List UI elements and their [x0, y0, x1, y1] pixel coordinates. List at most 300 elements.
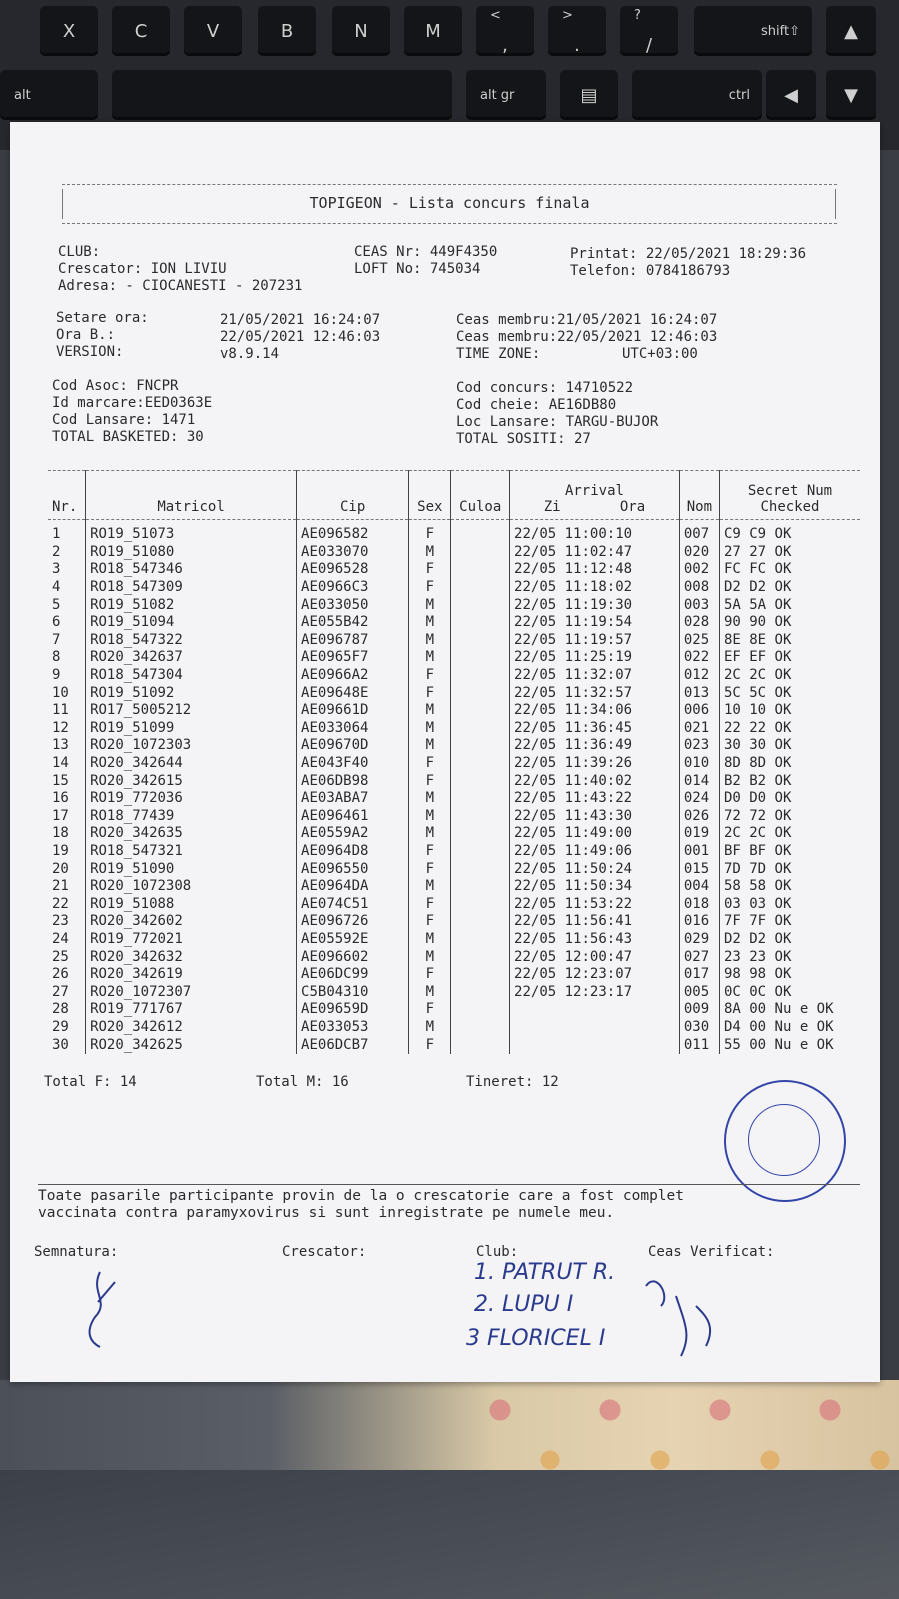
cell-arrival: 22/05 11:56:41 [510, 913, 680, 931]
cell-nom: 017 [679, 966, 719, 984]
cell-cip: AE0966A2 [297, 667, 409, 685]
cell-nr: 10 [52, 684, 69, 701]
cell-arrival: 22/05 11:49:00 [510, 825, 680, 843]
cell-nom: 006 [679, 702, 719, 720]
cell-cip: AE06DC99 [297, 966, 409, 984]
cell-secret: 0C 0C OK [719, 983, 860, 1001]
table-row [48, 966, 860, 984]
cell-sex: M [409, 544, 451, 562]
ora-b-label: Ora B.: [56, 327, 116, 343]
table-row [48, 702, 860, 720]
cell-culoa [451, 790, 510, 808]
crescator: Crescator: ION LIVIU [58, 261, 227, 277]
cell-arrival: 22/05 11:43:22 [510, 790, 680, 808]
cell-arrival: 22/05 11:43:30 [510, 808, 680, 826]
cell-culoa [451, 720, 510, 738]
cell-secret: 72 72 OK [719, 808, 860, 826]
setare-ora-value: 21/05/2021 16:24:07 [220, 312, 381, 328]
handwritten-signature-1: 1. PATRUT R. [474, 1260, 616, 1285]
cell-nom: 014 [679, 772, 719, 790]
race-list-document [10, 122, 880, 1382]
table-row [48, 720, 860, 738]
table-row [48, 948, 860, 966]
cell-sex: M [409, 931, 451, 949]
table-row [48, 667, 860, 685]
cell-sex: M [409, 948, 451, 966]
stamp-dove-icon [748, 1104, 820, 1176]
cell-sex: M [409, 702, 451, 720]
table-row [48, 632, 860, 650]
cell-secret: 5C 5C OK [719, 684, 860, 702]
cell-sex: M [409, 737, 451, 755]
cell-secret: 55 00 Nu e OK [719, 1036, 860, 1054]
cell-sex: F [409, 520, 451, 544]
handwritten-signature-3: 3 FLORICEL I [466, 1326, 606, 1351]
cell-cip: AE03ABA7 [297, 790, 409, 808]
col-sex: Sex [409, 471, 451, 520]
key-slash: / [645, 34, 653, 56]
time-zone-label: TIME ZONE: [456, 346, 541, 362]
jeans-background [0, 1470, 899, 1599]
cell-secret: 2C 2C OK [719, 667, 860, 685]
cod-lansare: Cod Lansare: 1471 [52, 412, 196, 428]
cell-sex: M [409, 808, 451, 826]
cell-nom: 020 [679, 544, 719, 562]
cell-matricol: RO18_77439 [86, 808, 297, 826]
cell-cip: AE096602 [297, 948, 409, 966]
cell-secret: 90 90 OK [719, 614, 860, 632]
cell-secret: 8A 00 Nu e OK [719, 1001, 860, 1019]
cell-nr: 6 [52, 614, 61, 631]
cell-nom: 002 [679, 561, 719, 579]
cell-arrival: 22/05 11:49:06 [510, 843, 680, 861]
cell-nr: 19 [52, 842, 69, 859]
cell-nr: 13 [52, 737, 69, 754]
cell-culoa [451, 561, 510, 579]
table-row [48, 684, 860, 702]
table-row [48, 544, 860, 562]
cell-sex: F [409, 895, 451, 913]
cell-nr: 22 [52, 895, 69, 912]
cell-nr: 17 [52, 807, 69, 824]
total-basketed: TOTAL BASKETED: 30 [52, 429, 204, 445]
cell-nom: 012 [679, 667, 719, 685]
cell-cip: AE033064 [297, 720, 409, 738]
cell-cip: AE0559A2 [297, 825, 409, 843]
cell-matricol: RO20_342615 [86, 772, 297, 790]
cell-sex: M [409, 1019, 451, 1037]
cell-sex: M [409, 790, 451, 808]
cell-secret: 5A 5A OK [719, 596, 860, 614]
cell-arrival: 22/05 12:00:47 [510, 948, 680, 966]
cell-nom: 029 [679, 931, 719, 949]
version-label: VERSION: [56, 344, 124, 360]
cell-matricol: RO19_772021 [86, 931, 297, 949]
cell-nom: 004 [679, 878, 719, 896]
cell-nom: 023 [679, 737, 719, 755]
cell-matricol: RO18_547346 [86, 561, 297, 579]
cell-cip: AE09659D [297, 1001, 409, 1019]
cell-sex: F [409, 667, 451, 685]
cell-secret: D4 00 Nu e OK [719, 1019, 860, 1037]
cell-arrival: 22/05 12:23:07 [510, 966, 680, 984]
key-x: X [40, 6, 98, 56]
cell-sex: M [409, 720, 451, 738]
cod-concurs: Cod concurs: 14710522 [456, 380, 634, 396]
cell-arrival: 22/05 11:18:02 [510, 579, 680, 597]
ora-label: Ora [619, 499, 646, 515]
cell-nom: 018 [679, 895, 719, 913]
table-row [48, 596, 860, 614]
cell-culoa [451, 983, 510, 1001]
telefon: Telefon: 0784186793 [570, 263, 731, 279]
cell-nom: 001 [679, 843, 719, 861]
cell-nr: 5 [52, 596, 61, 613]
cell-cip: AE06DCB7 [297, 1036, 409, 1054]
ceas-nr: CEAS Nr: 449F4350 [354, 244, 498, 260]
table-row [48, 649, 860, 667]
cell-nr: 14 [52, 755, 69, 772]
ceas-verificat-label: Ceas Verificat: [648, 1244, 775, 1260]
title-box [62, 184, 837, 224]
table-row [48, 931, 860, 949]
cell-cip: AE033053 [297, 1019, 409, 1037]
cell-cip: AE09661D [297, 702, 409, 720]
club-label: CLUB: [58, 244, 101, 260]
cell-culoa [451, 579, 510, 597]
cell-sex: F [409, 684, 451, 702]
cell-secret: D2 D2 OK [719, 931, 860, 949]
cell-culoa [451, 684, 510, 702]
cell-cip: AE074C51 [297, 895, 409, 913]
cell-secret: 22 22 OK [719, 720, 860, 738]
cell-nr: 12 [52, 719, 69, 736]
cell-arrival: 22/05 11:50:34 [510, 878, 680, 896]
cell-culoa [451, 1036, 510, 1054]
cell-cip: AE043F40 [297, 755, 409, 773]
cell-culoa [451, 649, 510, 667]
cod-asoc: Cod Asoc: FNCPR [52, 378, 179, 394]
cell-matricol: RO20_342644 [86, 755, 297, 773]
cell-sex: M [409, 649, 451, 667]
cell-culoa [451, 860, 510, 878]
club-sign-label: Club: [476, 1244, 519, 1260]
key-b: B [258, 6, 316, 56]
cell-arrival: 22/05 11:00:10 [510, 520, 680, 544]
cell-nr: 23 [52, 913, 69, 930]
cell-culoa [451, 596, 510, 614]
cell-nom: 007 [679, 520, 719, 544]
cell-culoa [451, 843, 510, 861]
cell-arrival: 22/05 11:32:07 [510, 667, 680, 685]
cell-cip: AE09648E [297, 684, 409, 702]
cell-sex: F [409, 1001, 451, 1019]
cell-sex: F [409, 1036, 451, 1054]
cell-cip: C5B04310 [297, 983, 409, 1001]
cell-sex: M [409, 983, 451, 1001]
table-header-row [48, 471, 860, 520]
cell-secret: 27 27 OK [719, 544, 860, 562]
cell-arrival: 22/05 12:23:17 [510, 983, 680, 1001]
cell-culoa [451, 520, 510, 544]
key-v: V [184, 6, 242, 56]
cell-nom: 011 [679, 1036, 719, 1054]
cell-secret: D2 D2 OK [719, 579, 860, 597]
handwritten-signature-2: 2. LUPU I [474, 1292, 574, 1317]
cell-secret: 7F 7F OK [719, 913, 860, 931]
cell-arrival: 22/05 11:19:54 [510, 614, 680, 632]
cell-nr: 8 [52, 649, 61, 666]
cell-sex: M [409, 878, 451, 896]
cell-culoa [451, 895, 510, 913]
cell-cip: AE096528 [297, 561, 409, 579]
table-row [48, 878, 860, 896]
cell-matricol: RO20_1072303 [86, 737, 297, 755]
key-ctrl: ctrl [632, 70, 762, 120]
col-nr: Nr. [48, 471, 86, 520]
cell-matricol: RO20_1072307 [86, 983, 297, 1001]
key-down-arrow-icon: ▼ [826, 70, 876, 120]
cell-culoa [451, 825, 510, 843]
cell-arrival: 22/05 11:50:24 [510, 860, 680, 878]
declaration-line1: Toate pasarile participante provin de la o crescatorie care a fost complet [38, 1188, 685, 1204]
cell-arrival: 22/05 11:34:06 [510, 702, 680, 720]
cell-secret: D0 D0 OK [719, 790, 860, 808]
cell-culoa [451, 931, 510, 949]
cell-matricol: RO20_342602 [86, 913, 297, 931]
cell-nom: 028 [679, 614, 719, 632]
cell-cip: AE096726 [297, 913, 409, 931]
cell-matricol: RO19_772036 [86, 790, 297, 808]
cell-nom: 016 [679, 913, 719, 931]
key-alt-gr: alt gr [466, 70, 546, 120]
table-row [48, 755, 860, 773]
table-row [48, 772, 860, 790]
cell-culoa [451, 808, 510, 826]
cell-secret: BF BF OK [719, 843, 860, 861]
cell-nr: 11 [52, 702, 69, 719]
cell-nom: 003 [679, 596, 719, 614]
key-less: < [476, 6, 534, 56]
table-row [48, 1001, 860, 1019]
cell-nr: 9 [52, 667, 61, 684]
cell-matricol: RO19_51090 [86, 860, 297, 878]
cell-nom: 005 [679, 983, 719, 1001]
cell-sex: F [409, 579, 451, 597]
cell-culoa [451, 878, 510, 896]
key-greater: > [548, 6, 606, 56]
key-m: M [404, 6, 462, 56]
cell-sex: F [409, 755, 451, 773]
checked-label: Checked [760, 499, 820, 515]
table-row [48, 825, 860, 843]
setare-ora-label: Setare ora: [56, 310, 149, 326]
cell-arrival [510, 1019, 680, 1037]
cell-arrival: 22/05 11:56:43 [510, 931, 680, 949]
cell-nr: 1 [52, 526, 61, 543]
total-sositi: TOTAL SOSITI: 27 [456, 431, 591, 447]
cell-sex: F [409, 561, 451, 579]
table-row [48, 860, 860, 878]
cell-matricol: RO19_51088 [86, 895, 297, 913]
adresa: Adresa: - CIOCANESTI - 207231 [58, 278, 303, 294]
table-row [48, 790, 860, 808]
table-row [48, 561, 860, 579]
printat: Printat: 22/05/2021 18:29:36 [570, 246, 807, 262]
cell-culoa [451, 772, 510, 790]
cell-nom: 013 [679, 684, 719, 702]
cell-arrival: 22/05 11:36:45 [510, 720, 680, 738]
cell-matricol: RO19_51099 [86, 720, 297, 738]
cell-cip: AE0966C3 [297, 579, 409, 597]
cell-cip: AE09670D [297, 737, 409, 755]
total-m: Total M: 16 [256, 1074, 349, 1090]
cell-secret: 8E 8E OK [719, 632, 860, 650]
cell-culoa [451, 966, 510, 984]
cell-secret: B2 B2 OK [719, 772, 860, 790]
col-cip: Cip [297, 471, 409, 520]
cell-arrival: 22/05 11:19:57 [510, 632, 680, 650]
cell-nr: 3 [52, 561, 61, 578]
cell-cip: AE05592E [297, 931, 409, 949]
cell-arrival: 22/05 11:12:48 [510, 561, 680, 579]
secret-num-label: Secret Num [747, 483, 833, 499]
results-table [48, 470, 860, 1054]
cell-culoa [451, 1019, 510, 1037]
cell-sex: M [409, 596, 451, 614]
table-row [48, 895, 860, 913]
cell-matricol: RO19_51073 [86, 520, 297, 544]
cell-nr: 4 [52, 579, 61, 596]
table-row [48, 579, 860, 597]
cell-nr: 7 [52, 631, 61, 648]
loc-lansare: Loc Lansare: TARGU-BUJOR [456, 414, 659, 430]
cell-culoa [451, 702, 510, 720]
footer-divider [38, 1184, 860, 1185]
key-up-arrow-icon: ▲ [826, 6, 876, 56]
cell-matricol: RO20_342625 [86, 1036, 297, 1054]
id-marcare: Id marcare:EED0363E [52, 395, 213, 411]
cell-cip: AE096582 [297, 520, 409, 544]
cell-secret: 8D 8D OK [719, 755, 860, 773]
key-n: N [332, 6, 390, 56]
cell-cip: AE0964DA [297, 878, 409, 896]
cell-nom: 026 [679, 808, 719, 826]
cell-culoa [451, 632, 510, 650]
semnatura-label: Semnatura: [34, 1244, 119, 1260]
cell-matricol: RO19_771767 [86, 1001, 297, 1019]
cell-matricol: RO20_342612 [86, 1019, 297, 1037]
cell-nr: 27 [52, 983, 69, 1000]
key-menu-icon: ▤ [560, 70, 618, 120]
cell-cip: AE096461 [297, 808, 409, 826]
cell-sex: F [409, 772, 451, 790]
cell-secret: 7D 7D OK [719, 860, 860, 878]
cell-nom: 027 [679, 948, 719, 966]
cell-cip: AE06DB98 [297, 772, 409, 790]
cell-arrival: 22/05 11:39:26 [510, 755, 680, 773]
table-row [48, 1019, 860, 1037]
table-row [48, 737, 860, 755]
loft-no: LOFT No: 745034 [354, 261, 481, 277]
cell-culoa [451, 614, 510, 632]
cell-sex: F [409, 966, 451, 984]
cell-nom: 024 [679, 790, 719, 808]
cell-nom: 015 [679, 860, 719, 878]
cell-matricol: RO19_51094 [86, 614, 297, 632]
cell-cip: AE0964D8 [297, 843, 409, 861]
cell-matricol: RO18_547304 [86, 667, 297, 685]
zi-label: Zi [543, 499, 561, 515]
cell-nr: 24 [52, 930, 69, 947]
cell-nr: 26 [52, 966, 69, 983]
cell-matricol: RO19_51082 [86, 596, 297, 614]
cell-arrival: 22/05 11:25:19 [510, 649, 680, 667]
key-left-arrow-icon: ◀ [766, 70, 816, 120]
cell-arrival [510, 1036, 680, 1054]
table-row [48, 520, 860, 544]
cell-culoa [451, 1001, 510, 1019]
cell-matricol: RO19_51092 [86, 684, 297, 702]
cell-secret: C9 C9 OK [719, 520, 860, 544]
cell-matricol: RO18_547309 [86, 579, 297, 597]
cell-nom: 022 [679, 649, 719, 667]
cell-matricol: RO17_5005212 [86, 702, 297, 720]
signature-scribble-icon [70, 1262, 140, 1352]
cell-cip: AE096787 [297, 632, 409, 650]
col-nom: Nom [679, 471, 719, 520]
cell-secret: FC FC OK [719, 561, 860, 579]
cell-secret: 10 10 OK [719, 702, 860, 720]
cell-nr: 25 [52, 948, 69, 965]
key-alt: alt [0, 70, 98, 120]
key-shift: shift⇧ [694, 6, 812, 56]
table-row [48, 1036, 860, 1054]
total-f: Total F: 14 [44, 1074, 137, 1090]
key-c: C [112, 6, 170, 56]
cell-arrival: 22/05 11:53:22 [510, 895, 680, 913]
cell-matricol: RO20_342619 [86, 966, 297, 984]
cell-arrival [510, 1001, 680, 1019]
clock-signature-scribble-icon [636, 1266, 726, 1366]
cell-nr: 30 [52, 1036, 69, 1053]
cell-secret: 23 23 OK [719, 948, 860, 966]
cell-secret: 03 03 OK [719, 895, 860, 913]
cell-matricol: RO20_342637 [86, 649, 297, 667]
cell-secret: EF EF OK [719, 649, 860, 667]
cell-nom: 009 [679, 1001, 719, 1019]
col-matricol: Matricol [86, 471, 297, 520]
declaration-line2: vaccinata contra paramyxovirus si sunt inregistrate pe numele meu. [38, 1205, 615, 1221]
key-question: ? [620, 6, 678, 56]
version-value: v8.9.14 [220, 346, 280, 362]
cell-secret: 2C 2C OK [719, 825, 860, 843]
cell-nr: 18 [52, 825, 69, 842]
cell-culoa [451, 948, 510, 966]
cell-nr: 20 [52, 860, 69, 877]
cell-cip: AE055B42 [297, 614, 409, 632]
cell-arrival: 22/05 11:32:57 [510, 684, 680, 702]
cell-sex: F [409, 843, 451, 861]
cell-cip: AE0965F7 [297, 649, 409, 667]
cell-sex: M [409, 825, 451, 843]
time-zone-value: UTC+03:00 [622, 346, 698, 362]
table-row [48, 843, 860, 861]
cell-nr: 16 [52, 790, 69, 807]
key-comma: , [502, 34, 508, 56]
cell-nom: 019 [679, 825, 719, 843]
table-row [48, 614, 860, 632]
